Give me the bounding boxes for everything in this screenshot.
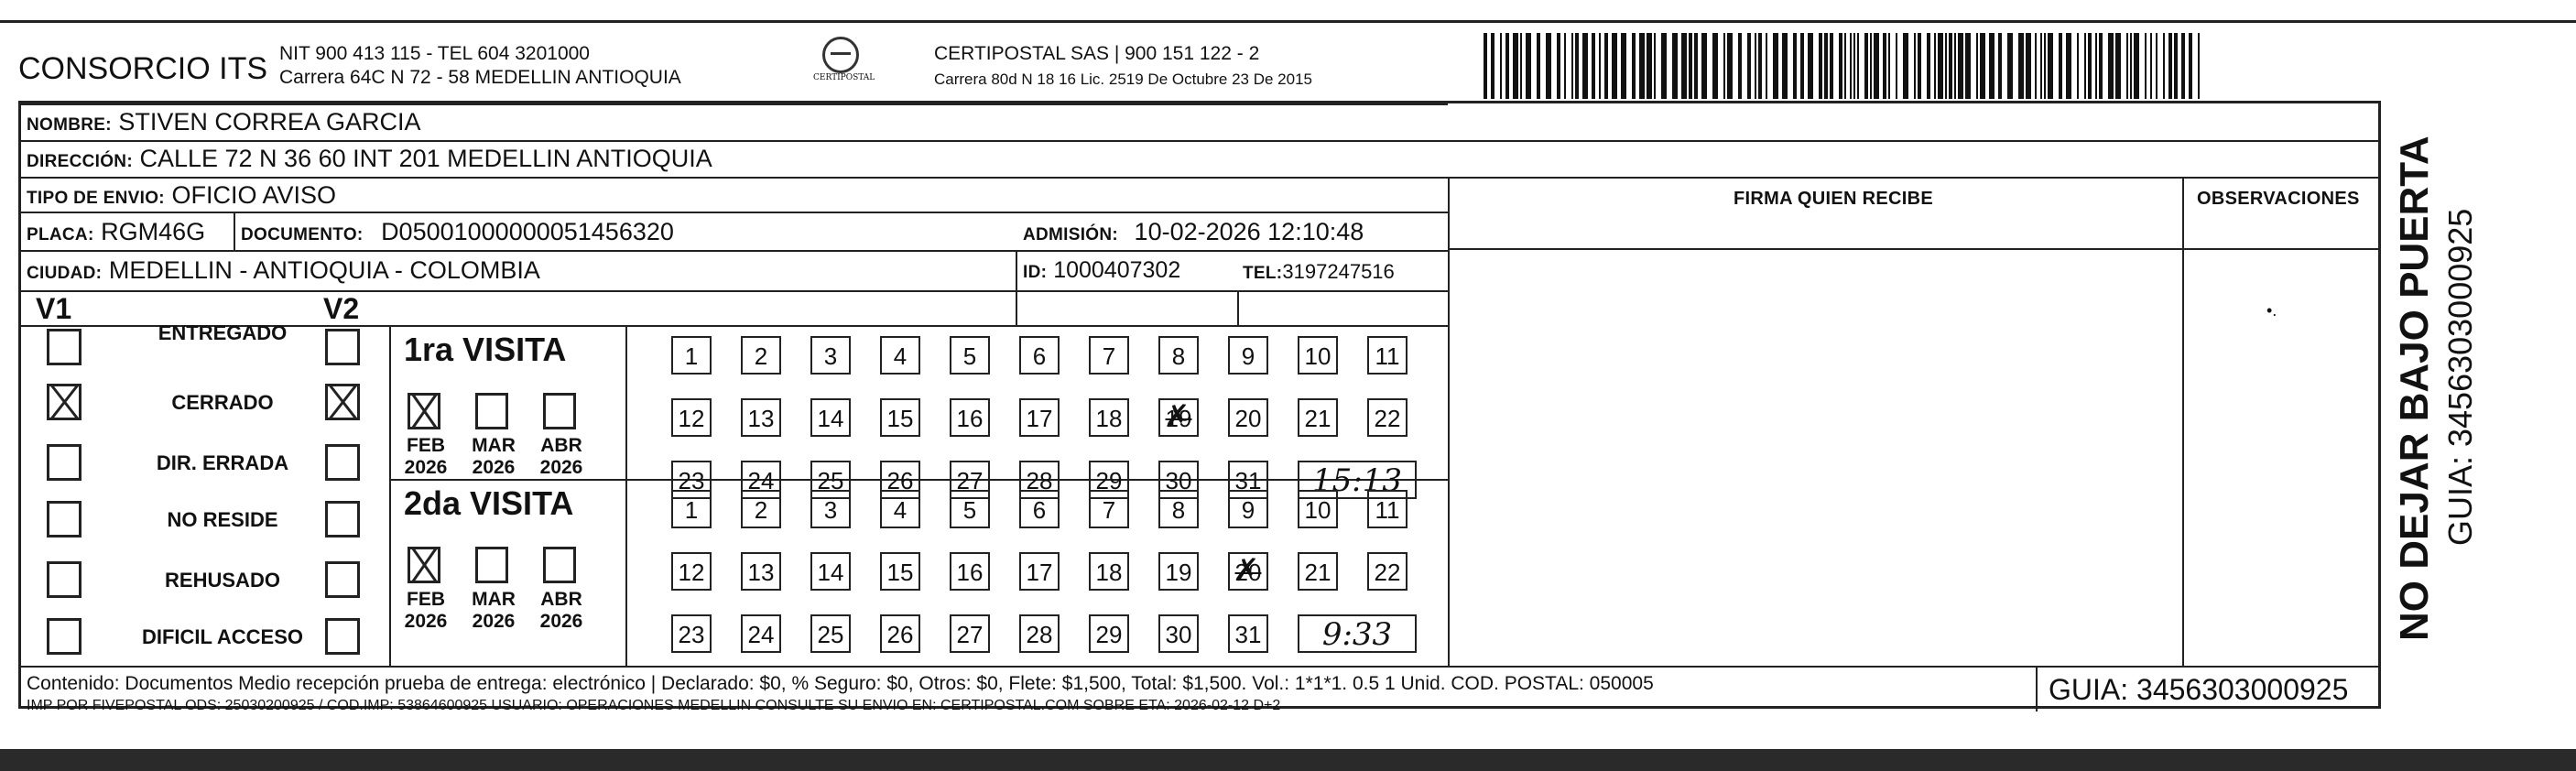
day-box[interactable]: 16 [950,398,990,437]
barcode-bar [2150,33,2152,99]
plate-value: RGM46G [101,218,206,245]
v1-label: V1 [36,292,72,325]
day-box[interactable]: 7 [1089,490,1129,528]
footer-print-info: IMP POR FIVEPOSTAL ODS: 25030200925 / COD.IMP: 53864600925 USUARIO: OPERACIONES MEDELLIN CONSULTE SU ENVIO EN: CERTIPOSTAL.COM SOBRE ETA: 2026-02-12 D+2 [27,698,1281,713]
barcode-bar [2018,33,2024,99]
day-box[interactable]: 19 [1158,552,1199,591]
day-box[interactable]: 15 [880,398,920,437]
day-box[interactable]: 14 [810,552,851,591]
v1-checkbox[interactable] [47,618,82,655]
barcode-bar [1998,33,2002,99]
barcode-bar [1976,33,1978,99]
observations-label: OBSERVACIONES [2197,189,2360,209]
logo-icon [822,37,859,73]
barcode-bar [2040,33,2042,99]
barcode-bar [2095,33,2097,99]
barcode-bar [1599,33,1601,99]
month-label [532,589,591,633]
company-address: Carrera 64C N 72 - 58 MEDELLIN ANTIOQUIA [279,67,681,88]
day-box[interactable]: 6 [1019,490,1060,528]
day-box[interactable]: 22 [1367,552,1408,591]
barcode-bar [1500,33,1502,99]
barcode-bar [1914,33,1916,99]
barcode-bar [1938,33,1943,99]
barcode-bar [1747,33,1751,99]
status-label: DIFICIL ACCESO [141,625,303,648]
month-name: ABR [540,589,582,610]
barcode-bar [1850,33,1852,99]
v1-checkbox[interactable] [47,501,82,538]
barcode-bar [1824,33,1828,99]
day-box[interactable]: 8 [1158,336,1199,375]
day-box[interactable]: 4 [880,336,920,375]
day-box[interactable]: 31 [1228,614,1268,653]
barcode-bar [2108,33,2114,99]
barcode-bar [1639,33,1645,99]
day-box[interactable]: 12 [671,552,712,591]
month-checkbox[interactable] [475,547,508,583]
barcode-bar [1945,33,1947,99]
barcode-bar [2084,33,2086,99]
month-label [464,435,523,479]
day-box[interactable]: 29 [1089,461,1129,499]
month-year: 2026 [404,611,448,632]
day-box[interactable]: 11 [1367,490,1408,528]
barcode-bar [1738,33,1742,99]
month-checkbox[interactable] [475,393,508,429]
barcode-bar [1903,33,1908,99]
day-box[interactable]: 26 [880,614,920,653]
barcode-bar [1844,33,1846,99]
month-label [397,589,455,633]
barcode-bar [2007,33,2013,99]
month-name: MAR [472,435,516,456]
barcode-bar [1954,33,1956,99]
barcode-bar [1526,33,1531,99]
barcode-bar [1874,33,1879,99]
day-box[interactable]: 3 [810,490,851,528]
barcode-bar [2115,33,2121,99]
city-value: MEDELLIN - ANTIOQUIA - COLOMBIA [108,256,540,284]
status-label: DIR. ERRADA [156,451,289,474]
v2-checkbox[interactable] [325,618,360,655]
v2-checkbox[interactable] [325,444,360,481]
day-box[interactable]: 31 [1228,461,1268,499]
plate-label: PLACA: [27,225,94,244]
barcode-bar [1857,33,1859,99]
barcode-bar [1621,33,1626,99]
barcode-bar [1766,33,1767,99]
day-box[interactable]: 29 [1089,614,1129,653]
v2-checkbox[interactable] [325,384,360,420]
v2-checkbox[interactable] [325,501,360,538]
day-box[interactable]: 28 [1019,461,1060,499]
status-label: CERRADO [171,391,274,414]
barcode-bar [2066,33,2071,99]
signature-label: FIRMA QUIEN RECIBE [1734,189,1933,209]
bottom-edge [0,749,2576,771]
barcode-bar [1484,33,1487,99]
barcode-bar [2189,33,2192,99]
name-label: NOMBRE: [27,115,112,135]
barcode-bar [2134,33,2139,99]
barcode-bar [2198,33,2200,99]
day-box[interactable]: 21 [1298,552,1338,591]
day-box[interactable]: 25 [810,614,851,653]
tel-label: TEL: [1243,264,1283,283]
day-box[interactable]: 12 [671,398,712,437]
barcode-bar [1612,33,1617,99]
barcode-bar [1654,33,1656,99]
barcode-bar [2156,33,2158,99]
barcode-bar [1870,33,1872,99]
barcode-bar [1546,33,1551,99]
barcode-bar [1793,33,1797,99]
day-box[interactable]: 13 [741,552,781,591]
month-name: FEB [407,589,445,610]
side-warning: NO DEJAR BAJO PUERTA [2392,136,2437,641]
month-checkbox[interactable] [543,393,576,429]
day-box[interactable]: 5 [950,490,990,528]
barcode-bar [2048,33,2053,99]
recipient-name: STIVEN CORREA GARCIA [118,108,421,136]
barcode-bar [1575,33,1579,99]
document-label: DOCUMENTO: [241,225,364,244]
tel-value: 3197247516 [1282,260,1395,283]
type-label: TIPO DE ENVIO: [27,189,165,208]
month-year: 2026 [472,611,516,632]
city-label: CIUDAD: [27,264,103,283]
day-box[interactable]: 3 [810,336,851,375]
month-name: FEB [407,435,445,456]
company-name: CONSORCIO ITS [18,51,268,86]
day-box[interactable]: 23 [671,614,712,653]
day-box[interactable]: 11 [1367,336,1408,375]
barcode-bar [1958,33,1963,99]
day-box[interactable]: 30 [1158,614,1199,653]
day-box[interactable]: 24 [741,461,781,499]
day-box[interactable]: 14 [810,398,851,437]
day-box[interactable]: 10 [1298,336,1338,375]
month-label [397,435,455,479]
barcode-bar [2174,33,2178,99]
month-name: MAR [472,589,516,610]
barcode-bar [1592,33,1595,99]
day-box[interactable]: 16 [950,552,990,591]
company-nit: NIT 900 413 115 - TEL 604 3201000 [279,43,590,64]
barcode-bar [2130,33,2132,99]
day-box[interactable]: 17 [1019,398,1060,437]
barcode-bar [1647,33,1652,99]
barcode-bar [1727,33,1733,99]
barcode-bar [1918,33,1921,99]
day-box[interactable]: 22 [1367,398,1408,437]
carrier-info: CERTIPOSTAL SAS | 900 151 122 - 2 [934,43,1260,64]
day-box[interactable]: 18 [1089,552,1129,591]
delivery-form [18,101,2381,713]
barcode-bar [1661,33,1667,99]
barcode-bar [1689,33,1692,99]
admission-value: 10-02-2026 12:10:48 [1134,218,1364,245]
barcode-bar [1672,33,1678,99]
day-box[interactable]: 5 [950,336,990,375]
carrier-license: Carrera 80d N 18 16 Lic. 2519 De Octubre 23 De 2015 [934,71,1312,88]
status-label: NO RESIDE [167,508,278,531]
day-box[interactable]: 24 [741,614,781,653]
barcode-bar [1989,33,1994,99]
day-box[interactable]: 18 [1089,398,1129,437]
day-box[interactable]: 2 [741,336,781,375]
barcode-bar [1681,33,1687,99]
barcode-bar [1949,33,1952,99]
day-box[interactable]: 1 [671,336,712,375]
v1-checkbox[interactable] [47,329,82,365]
barcode-bar [1694,33,1698,99]
day-box[interactable]: 6 [1019,336,1060,375]
shipment-type: OFICIO AVISO [171,181,337,209]
observations-mark: •. [2266,301,2277,320]
month-checkbox[interactable] [543,547,576,583]
visit-title: 1ra VISITA [404,331,567,368]
barcode-bar [1800,33,1804,99]
day-box[interactable]: 25 [810,461,851,499]
barcode-bar [1632,33,1636,99]
day-box[interactable]: 28 [1019,614,1060,653]
barcode-bar [1839,33,1842,99]
top-edge [0,0,2576,23]
barcode-bar [2181,33,2185,99]
barcode-bar [1520,33,1522,99]
status-label: REHUSADO [165,569,280,592]
day-box[interactable]: 8 [1158,490,1199,528]
month-label [532,435,591,479]
barcode-bar [1712,33,1718,99]
barcode-bar [2163,33,2165,99]
month-name: ABR [540,435,582,456]
day-box[interactable]: 7 [1089,336,1129,375]
day-box[interactable]: 20 ✗ [1228,552,1268,591]
month-label [464,589,523,633]
status-label: ENTREGADO [158,321,288,344]
v1-checkbox[interactable] [47,444,82,481]
footer-content: Contenido: Documentos Medio recepción prueba de entrega: electrónico | Declarado: $0, % Seguro: $0, Otros: $0, Flete: $1,500, Total: $1,500. Vol.: 1*1*1. 0.5 1 Unid. COD. POSTAL: 050005 [27,673,1654,694]
barcode-bar [1723,33,1725,99]
barcode-bar [2145,33,2147,99]
id-value: 1000407302 [1053,257,1181,283]
barcode-bar [2077,33,2079,99]
barcode [1484,33,2205,99]
barcode-bar [1830,33,1833,99]
barcode-bar [2099,33,2103,99]
month-checkbox[interactable] [408,547,440,583]
month-year: 2026 [539,611,583,632]
day-box[interactable]: 1 [671,490,712,528]
admission-label: ADMISIÓN: [1023,225,1119,244]
v1-checkbox[interactable] [47,561,82,598]
v2-checkbox[interactable] [325,329,360,365]
barcode-bar [1755,33,1756,99]
logo-text: CERTIPOSTAL [813,73,875,82]
barcode-bar [1980,33,1985,99]
day-box[interactable]: 21 [1298,398,1338,437]
barcode-bar [1808,33,1813,99]
barcode-bar [1491,33,1495,99]
barcode-bar [2026,33,2031,99]
barcode-bar [1537,33,1540,99]
day-box[interactable]: 20 [1228,398,1268,437]
visit-title: 2da VISITA [404,484,574,522]
side-guia: GUIA: 3456303000925 [2441,208,2479,546]
barcode-bar [1773,33,1778,99]
barcode-bar [2059,33,2062,99]
v2-label: V2 [323,292,360,325]
barcode-bar [1896,33,1897,99]
guia-number: GUIA: 3456303000925 [2049,673,2349,706]
day-box[interactable]: 9 [1228,336,1268,375]
day-box[interactable]: 27 [950,614,990,653]
barcode-bar [2088,33,2092,99]
day-box[interactable]: 30 [1158,461,1199,499]
barcode-bar [1557,33,1560,99]
address-label: DIRECCIÓN: [27,152,133,171]
visit-time[interactable]: 9:33 [1298,614,1417,653]
v1-checkbox[interactable] [47,384,82,420]
month-year: 2026 [404,457,448,478]
barcode-bar [1505,33,1509,99]
day-box[interactable]: 15 [880,552,920,591]
barcode-bar [1888,33,1890,99]
day-box[interactable]: 2 [741,490,781,528]
barcode-bar [1758,33,1762,99]
day-box[interactable]: 4 [880,490,920,528]
barcode-bar [1864,33,1868,99]
recipient-address: CALLE 72 N 36 60 INT 201 MEDELLIN ANTIOQUIA [139,145,712,172]
month-year: 2026 [472,457,516,478]
signature-field[interactable] [1455,252,2179,664]
barcode-bar [1782,33,1788,99]
day-box[interactable]: 27 [950,461,990,499]
day-box[interactable]: 23 [671,461,712,499]
month-checkbox[interactable] [408,393,440,429]
barcode-bar [1582,33,1588,99]
visit-time[interactable]: 15:13 [1298,461,1417,499]
barcode-bar [1571,33,1573,99]
day-box[interactable]: 17 [1019,552,1060,591]
barcode-bar [1965,33,1971,99]
barcode-bar [1853,33,1855,99]
month-year: 2026 [539,457,583,478]
document-value: D05001000000051456320 [381,218,674,245]
barcode-bar [2168,33,2172,99]
barcode-bar [1513,33,1518,99]
barcode-bar [2126,33,2128,99]
day-box[interactable]: 13 [741,398,781,437]
id-label: ID: [1023,263,1048,282]
barcode-bar [1819,33,1822,99]
barcode-bar [1934,33,1936,99]
day-box[interactable]: 19 ✗ [1158,398,1199,437]
barcode-bar [2044,33,2046,99]
barcode-bar [1701,33,1707,99]
certipostal-logo [813,37,875,82]
barcode-bar [1564,33,1566,99]
barcode-bar [2035,33,2037,99]
day-box[interactable]: 10 [1298,490,1338,528]
v2-checkbox[interactable] [325,561,360,598]
day-box[interactable]: 9 [1228,490,1268,528]
day-box[interactable]: 26 [880,461,920,499]
barcode-bar [1604,33,1608,99]
barcode-bar [1883,33,1886,99]
barcode-bar [1927,33,1930,99]
